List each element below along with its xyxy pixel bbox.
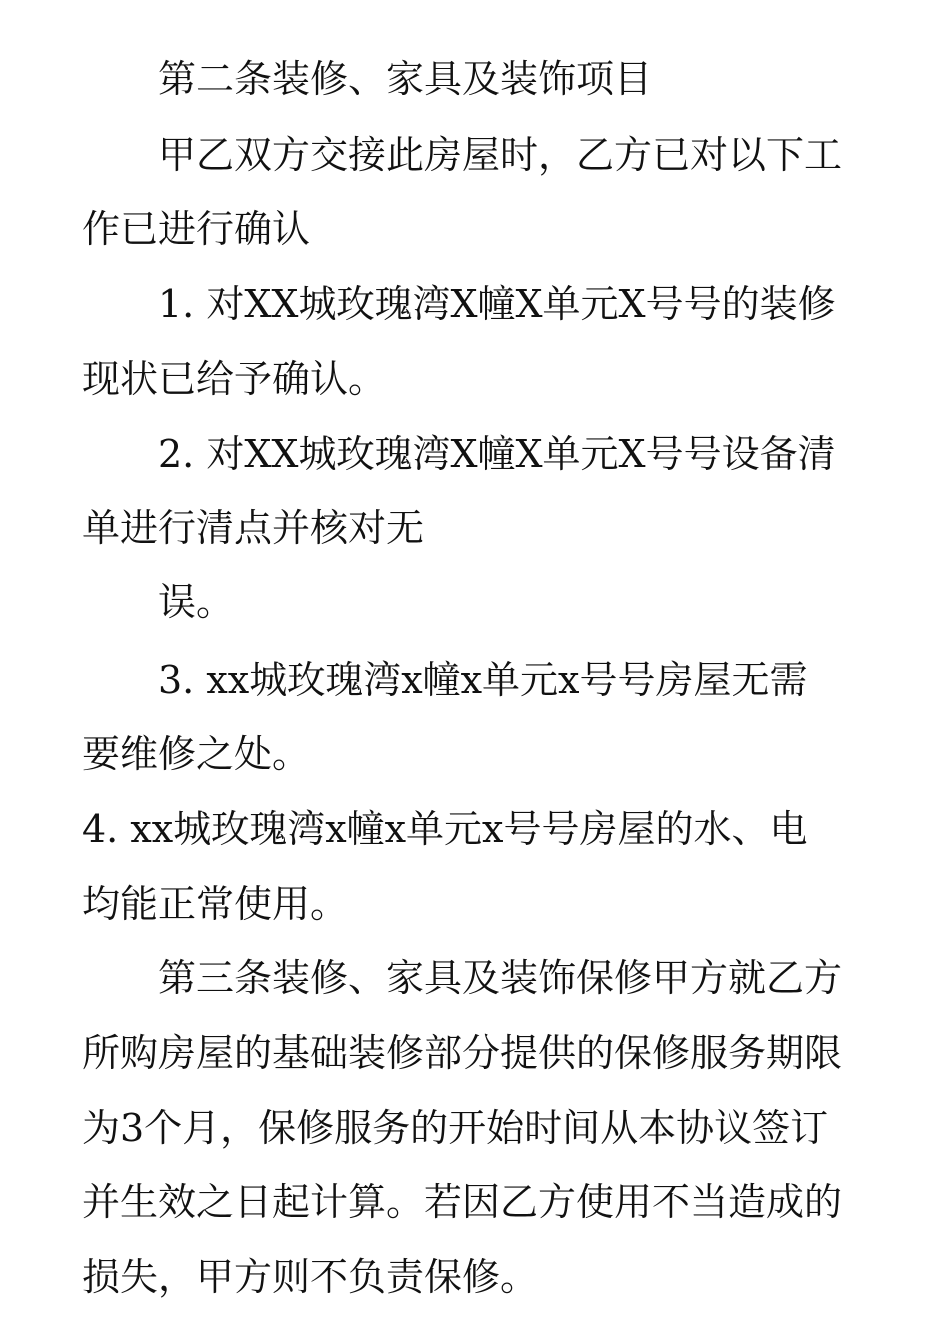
article-3-line: 为3个月，保修服务的开始时间从本协议签订	[82, 1106, 829, 1150]
list-item-1-line: 现状已给予确认。	[82, 357, 387, 401]
list-item-1-line: 1. 对XX城玫瑰湾X幢X单元X号号的装修	[158, 282, 836, 326]
list-item-2-line: 单进行清点并核对无	[82, 506, 425, 550]
paragraph-line: 作已进行确认	[82, 207, 311, 251]
article-3-line: 损失，甲方则不负责保修。	[82, 1255, 539, 1299]
list-item-3-line: 要维修之处。	[82, 732, 311, 776]
list-item-2-line: 误。	[158, 580, 235, 624]
article-3-line: 并生效之日起计算。若因乙方使用不当造成的	[82, 1180, 843, 1224]
article-2-heading: 第二条装修、家具及装饰项目	[158, 57, 653, 101]
article-3-line: 第三条装修、家具及装饰保修甲方就乙方	[158, 956, 843, 1000]
article-3-line: 所购房屋的基础装修部分提供的保修服务期限	[82, 1031, 843, 1075]
list-item-4-line: 4. xx城玫瑰湾x幢x单元x号号房屋的水、电	[82, 807, 808, 851]
list-item-3-line: 3. xx城玫瑰湾x幢x单元x号号房屋无需	[158, 658, 808, 702]
list-item-4-line: 均能正常使用。	[82, 882, 349, 926]
list-item-2-line: 2. 对XX城玫瑰湾X幢X单元X号号设备清	[158, 432, 836, 476]
paragraph-line: 甲乙双方交接此房屋时，乙方已对以下工	[158, 133, 843, 177]
